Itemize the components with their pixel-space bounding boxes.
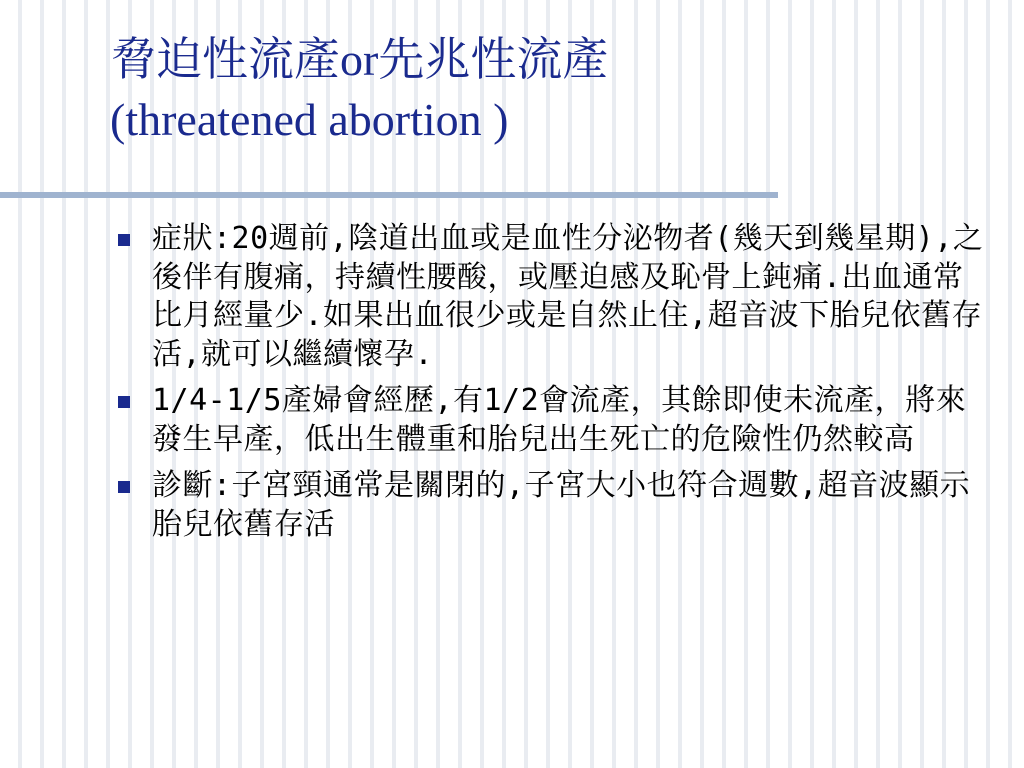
title-line-2: (threatened abortion ): [110, 94, 509, 145]
title-line-1: 脅迫性流產or先兆性流產: [110, 34, 609, 85]
square-bullet-icon: [118, 234, 130, 246]
bullet-text: 症狀:20週前,陰道出血或是血性分泌物者(幾天到幾星期),之後伴有腹痛，持續性腰酸，或壓迫感及恥骨上鈍痛.出血通常比月經量少.如果出血很少或是自然止住,超音波下胎兒依舊存活,就可以繼續懷孕.: [152, 221, 984, 372]
bullet-text: 1/4-1/5產婦會經歷,有1/2會流產，其餘即使未流產，將來發生早產，低出生體重和胎兒出生死亡的危險性仍然較高: [152, 383, 967, 457]
square-bullet-icon: [118, 396, 130, 408]
slide-title: [110, 30, 990, 150]
square-bullet-icon: [118, 481, 130, 493]
bullet-item-incidence: [112, 382, 992, 459]
bullet-text: 診斷:子宮頸通常是關閉的,子宮大小也符合週數,超音波顯示胎兒依舊存活: [152, 468, 971, 542]
title-divider: [0, 192, 778, 198]
bullet-item-symptoms: [112, 220, 992, 374]
bullet-list: [112, 220, 992, 552]
bullet-item-diagnosis: [112, 467, 992, 544]
